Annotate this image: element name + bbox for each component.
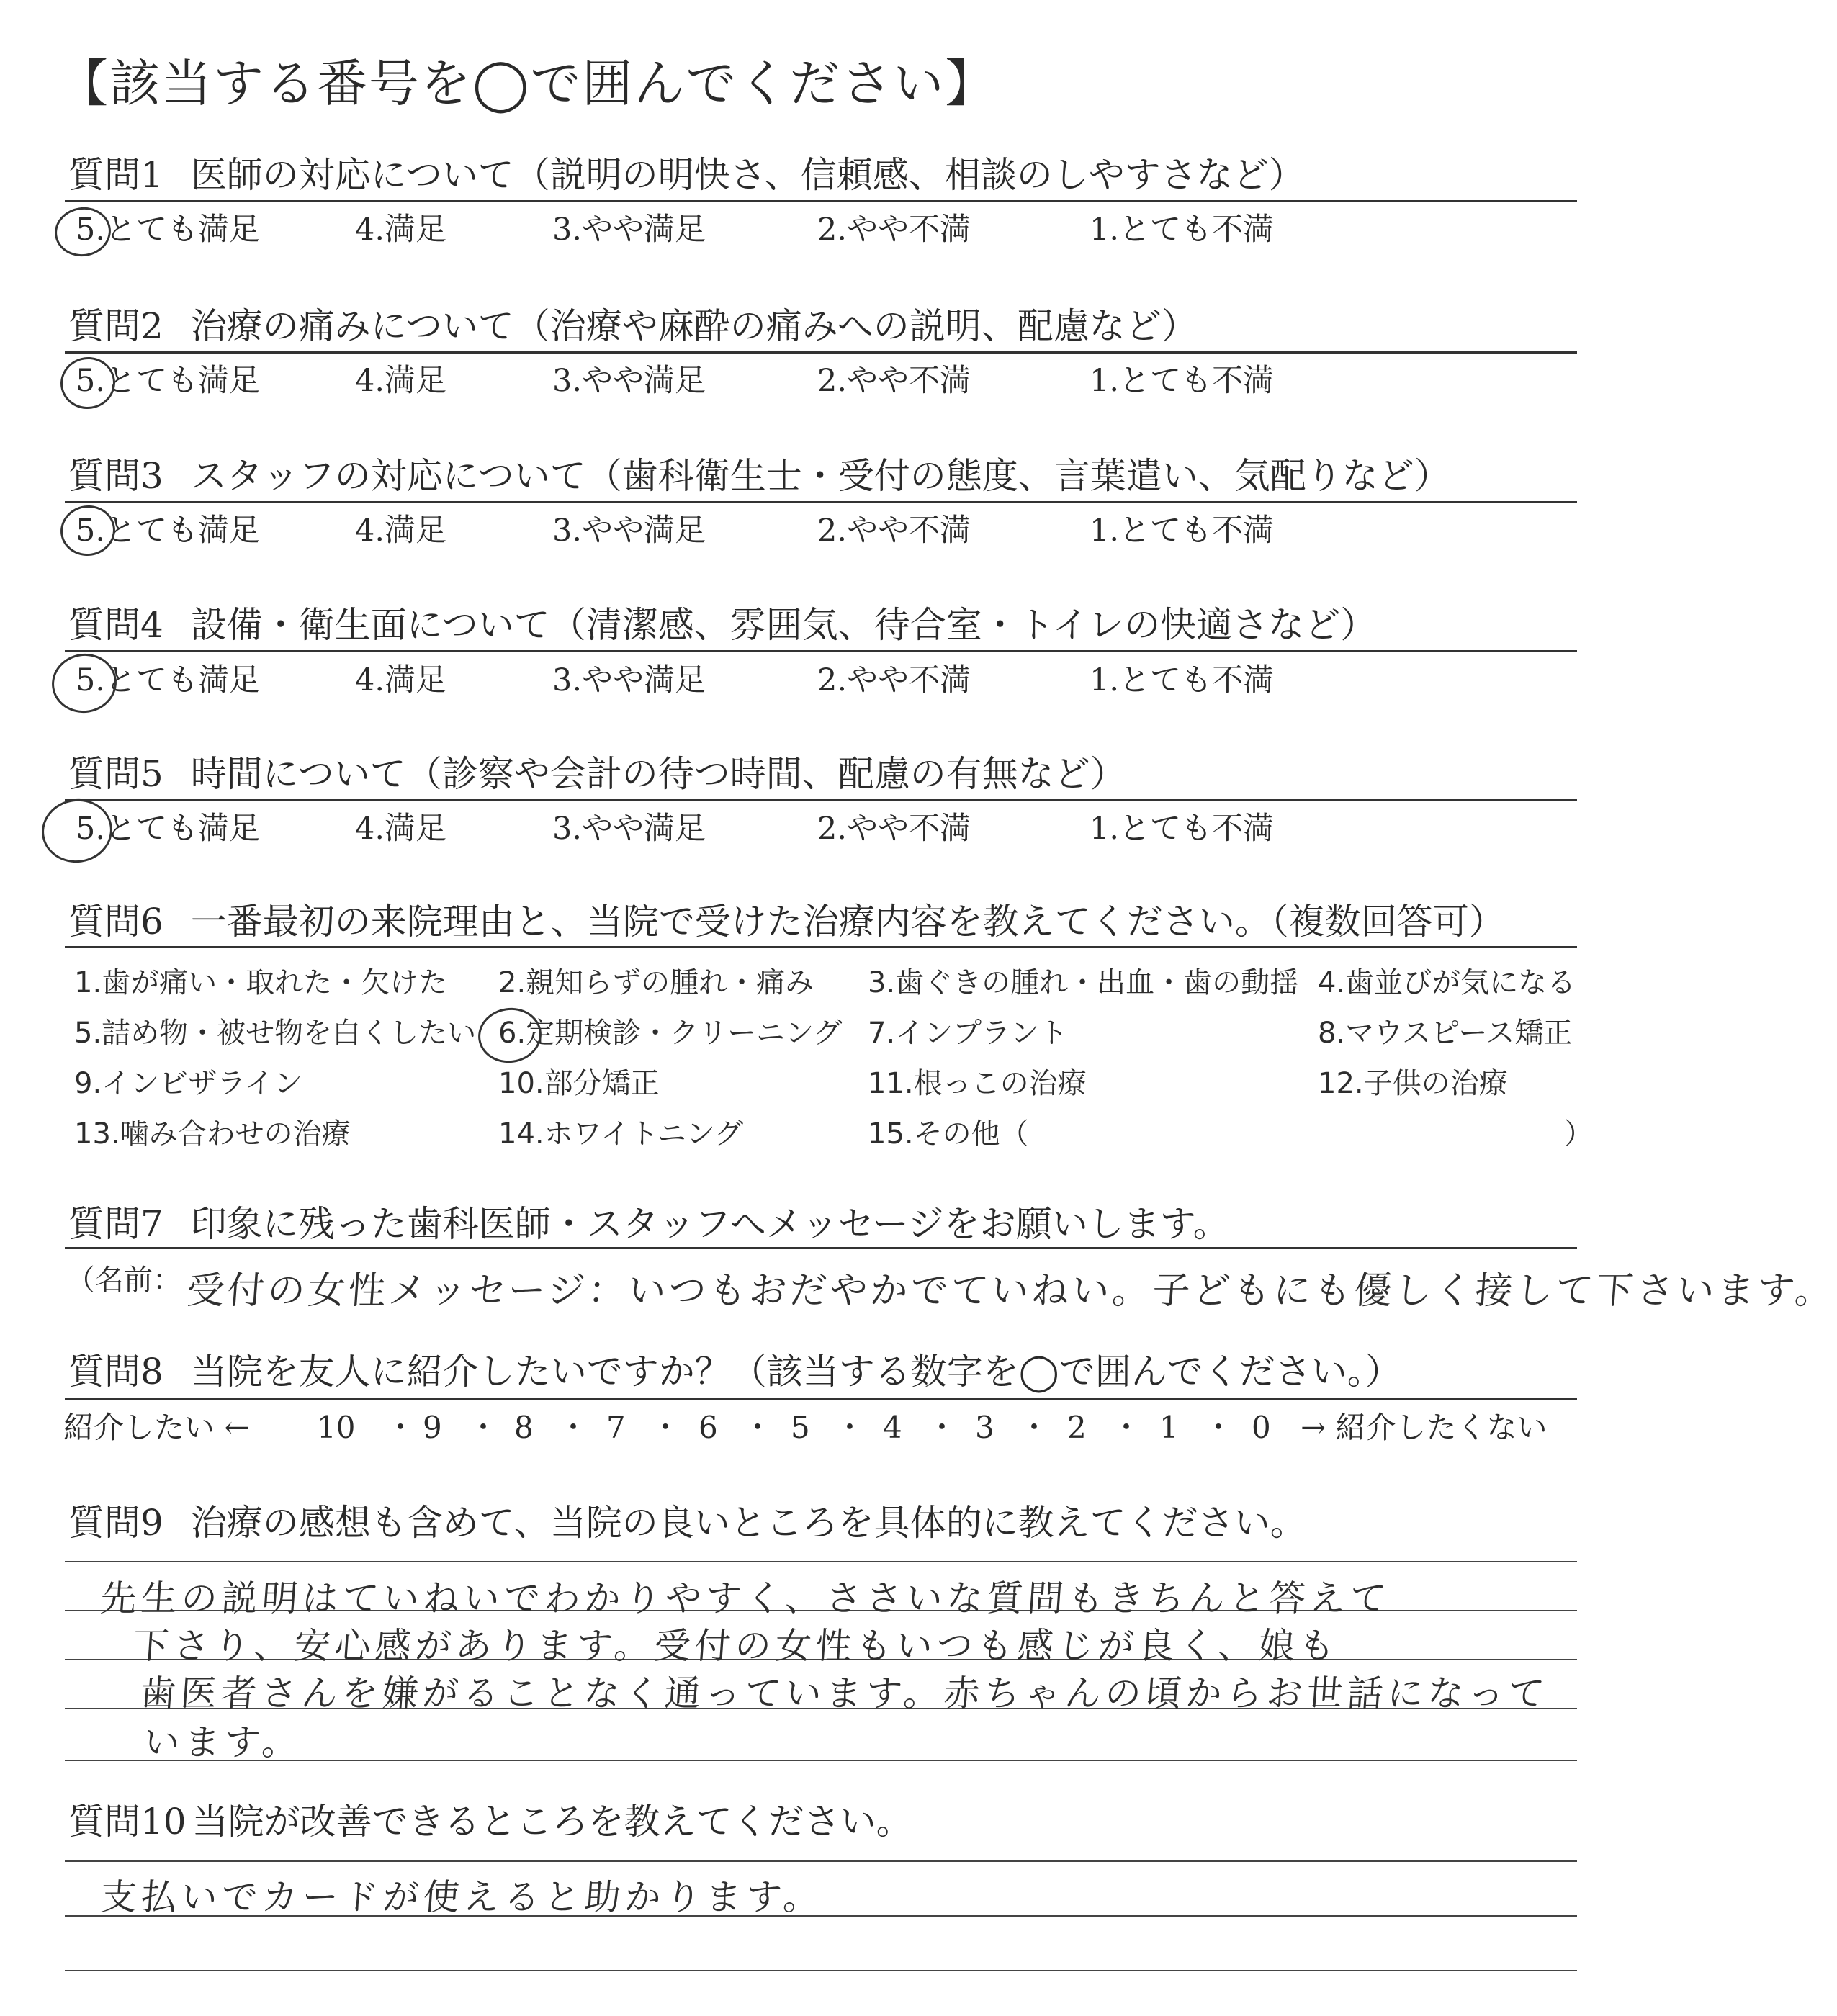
question-5-rule [65, 799, 1577, 801]
q9-handwritten-line-2[interactable]: 下さり、安心感があります。受付の女性もいつも感じが良く、娘も [131, 1625, 1341, 1667]
q2-option-1[interactable]: 1.とても不満 [1090, 363, 1275, 399]
reason-8[interactable]: 8.マウスピース矯正 [1318, 1017, 1573, 1050]
question-1-label: 質問1 [68, 154, 163, 196]
q10-line-3 [65, 1970, 1577, 1971]
q8-number-7[interactable]: 7 [606, 1410, 626, 1445]
q8-number-9[interactable]: 9 [423, 1410, 442, 1445]
q3-option-1[interactable]: 1.とても不満 [1090, 513, 1275, 549]
question-2-label: 質問2 [68, 305, 163, 347]
question-2-text: 治療の痛みについて（治療や麻酔の痛みへの説明、配慮など） [190, 305, 1198, 347]
question-7-heading [68, 1203, 1229, 1245]
q5-option-2[interactable]: 2.やや不満 [817, 811, 971, 847]
reason-15[interactable]: 15.その他（ [868, 1117, 1029, 1151]
q7-name-label: （名前： [66, 1264, 181, 1297]
q7-handwritten-message[interactable]: 受付の女性メッセージ：いつもおだやかでていねい。子どもにも優しく接して下さいます。 [185, 1269, 1837, 1313]
q8-separator: ・ [1019, 1410, 1050, 1445]
page-title: 【該当する番号を◯で囲んでください】 [58, 54, 997, 113]
q8-number-3[interactable]: 3 [975, 1410, 994, 1445]
q1-option-4[interactable]: 4.満足 [355, 212, 447, 248]
question-8-rule [65, 1398, 1577, 1400]
question-3-heading [68, 455, 1450, 497]
reason-10[interactable]: 10.部分矯正 [498, 1067, 660, 1100]
question-5-heading [68, 753, 1126, 795]
reason-5[interactable]: 5.詰め物・被せ物を白くしたい [74, 1017, 477, 1050]
question-1-heading [68, 154, 1305, 196]
q8-separator: ・ [468, 1410, 499, 1445]
q8-separator: ・ [835, 1410, 866, 1445]
question-5-text: 時間について（診察や会計の待つ時間、配慮の有無など） [190, 753, 1126, 795]
question-6-text: 一番最初の来院理由と、当院で受けた治療内容を教えてください。（複数回答可） [190, 901, 1505, 942]
q1-option-5[interactable]: 5.とても満足 [76, 212, 261, 248]
q3-option-3[interactable]: 3.やや満足 [552, 513, 706, 549]
q8-number-8[interactable]: 8 [514, 1410, 534, 1445]
reason-2[interactable]: 2.親知らずの腫れ・痛み [498, 966, 814, 999]
question-8-text: 当院を友人に紹介したいですか？（該当する数字を◯で囲んでください。） [190, 1351, 1401, 1392]
q3-answer-circle [57, 502, 118, 559]
q4-option-5[interactable]: 5.とても満足 [76, 662, 261, 698]
question-6-heading [68, 901, 1505, 942]
q1-option-3[interactable]: 3.やや満足 [552, 212, 706, 248]
reason-15-close-paren: ） [1564, 1117, 1593, 1151]
question-10-label: 質問10 [68, 1801, 187, 1842]
reason-4[interactable]: 4.歯並びが気になる [1318, 966, 1576, 999]
q5-option-5[interactable]: 5.とても満足 [76, 811, 261, 847]
question-4-rule [65, 650, 1577, 652]
question-7-rule [65, 1247, 1577, 1249]
reason-1[interactable]: 1.歯が痛い・取れた・欠けた [74, 966, 448, 999]
q8-separator: ・ [742, 1410, 773, 1445]
q8-number-0[interactable]: 0 [1252, 1410, 1271, 1445]
q2-option-5[interactable]: 5.とても満足 [76, 363, 261, 399]
question-6-rule [65, 946, 1577, 948]
question-8-heading [68, 1351, 1401, 1392]
q5-option-4[interactable]: 4.満足 [355, 811, 447, 847]
question-1-rule [65, 200, 1577, 202]
q3-option-5[interactable]: 5.とても満足 [76, 513, 261, 549]
reason-9[interactable]: 9.インビザライン [74, 1067, 302, 1100]
q5-option-1[interactable]: 1.とても不満 [1090, 811, 1275, 847]
question-2-rule [65, 351, 1577, 354]
q8-number-4[interactable]: 4 [883, 1410, 902, 1445]
q1-option-1[interactable]: 1.とても不満 [1090, 212, 1275, 248]
q8-separator: ・ [385, 1410, 416, 1445]
question-8-label: 質問8 [68, 1351, 163, 1392]
question-7-text: 印象に残った歯科医師・スタッフへメッセージをお願いします。 [190, 1203, 1229, 1245]
q5-option-3[interactable]: 3.やや満足 [552, 811, 706, 847]
q8-separator: ・ [650, 1410, 681, 1445]
question-5-label: 質問5 [68, 753, 163, 795]
question-6-label: 質問6 [68, 901, 163, 942]
q4-option-2[interactable]: 2.やや不満 [817, 662, 971, 698]
q3-option-4[interactable]: 4.満足 [355, 513, 447, 549]
q4-answer-circle [48, 649, 121, 717]
q9-handwritten-line-1[interactable]: 先生の説明はていねいでわかりやすく、ささいな質問もきちんと答えて [99, 1578, 1392, 1619]
question-4-text: 設備・衛生面について（清潔感、雰囲気、待合室・トイレの快適さなど） [190, 604, 1377, 646]
q8-separator: ・ [927, 1410, 958, 1445]
question-10-heading [68, 1801, 912, 1842]
q4-option-3[interactable]: 3.やや満足 [552, 662, 706, 698]
question-3-text: スタッフの対応について（歯科衛生士・受付の態度、言葉遣い、気配りなど） [190, 455, 1450, 497]
question-3-rule [65, 501, 1577, 503]
q8-separator: ・ [1203, 1410, 1234, 1445]
reason-11[interactable]: 11.根っこの治療 [868, 1067, 1087, 1100]
q8-number-10[interactable]: 10 [317, 1410, 356, 1445]
question-9-heading [68, 1502, 1306, 1544]
reason-13[interactable]: 13.噛み合わせの治療 [74, 1117, 351, 1151]
q8-number-5[interactable]: 5 [791, 1410, 810, 1445]
q8-separator: ・ [558, 1410, 589, 1445]
question-3-label: 質問3 [68, 455, 163, 497]
q4-option-1[interactable]: 1.とても不満 [1090, 662, 1275, 698]
q8-separator: ・ [1111, 1410, 1142, 1445]
question-1-text: 医師の対応について（説明の明快さ、信頼感、相談のしやすさなど） [190, 154, 1305, 196]
question-4-label: 質問4 [68, 604, 163, 646]
q2-option-4[interactable]: 4.満足 [355, 363, 447, 399]
q6-answer-circle [475, 1004, 545, 1067]
question-4-heading [68, 604, 1377, 646]
question-9-label: 質問9 [68, 1502, 163, 1544]
q8-number-2[interactable]: 2 [1067, 1410, 1087, 1445]
reason-6[interactable]: 6.定期検診・クリーニング [498, 1017, 843, 1050]
question-9-text: 治療の感想も含めて、当院の良いところを具体的に教えてください。 [190, 1502, 1306, 1544]
q9-handwritten-line-3[interactable]: 歯医者さんを嫌がることなく通っています。赤ちゃんの頃からお世話になって [138, 1673, 1550, 1714]
q1-option-2[interactable]: 2.やや不満 [817, 212, 971, 248]
reason-12[interactable]: 12.子供の治療 [1318, 1067, 1508, 1100]
reason-3[interactable]: 3.歯ぐきの腫れ・出血・歯の動揺 [868, 966, 1299, 999]
q9-handwritten-line-4[interactable]: います。 [142, 1722, 304, 1763]
reason-7[interactable]: 7.インプラント [868, 1017, 1069, 1050]
question-7-label: 質問7 [68, 1203, 163, 1245]
question-2-heading [68, 305, 1198, 347]
q10-handwritten-answer[interactable]: 支払いでカードが使えると助かります。 [99, 1876, 825, 1918]
q8-number-6[interactable]: 6 [699, 1410, 718, 1445]
q3-option-2[interactable]: 2.やや不満 [817, 513, 971, 549]
q10-line-1 [65, 1860, 1577, 1862]
q2-option-3[interactable]: 3.やや満足 [552, 363, 706, 399]
q5-answer-circle [37, 795, 116, 868]
q8-right-label: → 紹介したくない [1301, 1410, 1548, 1445]
question-10-text: 当院が改善できるところを教えてください。 [192, 1801, 912, 1842]
q8-number-1[interactable]: 1 [1159, 1410, 1179, 1445]
q4-option-4[interactable]: 4.満足 [355, 662, 447, 698]
q9-line-1 [65, 1561, 1577, 1562]
q2-option-2[interactable]: 2.やや不満 [817, 363, 971, 399]
reason-14[interactable]: 14.ホワイトニング [498, 1117, 744, 1151]
q8-left-label: 紹介したい ← [63, 1410, 250, 1445]
